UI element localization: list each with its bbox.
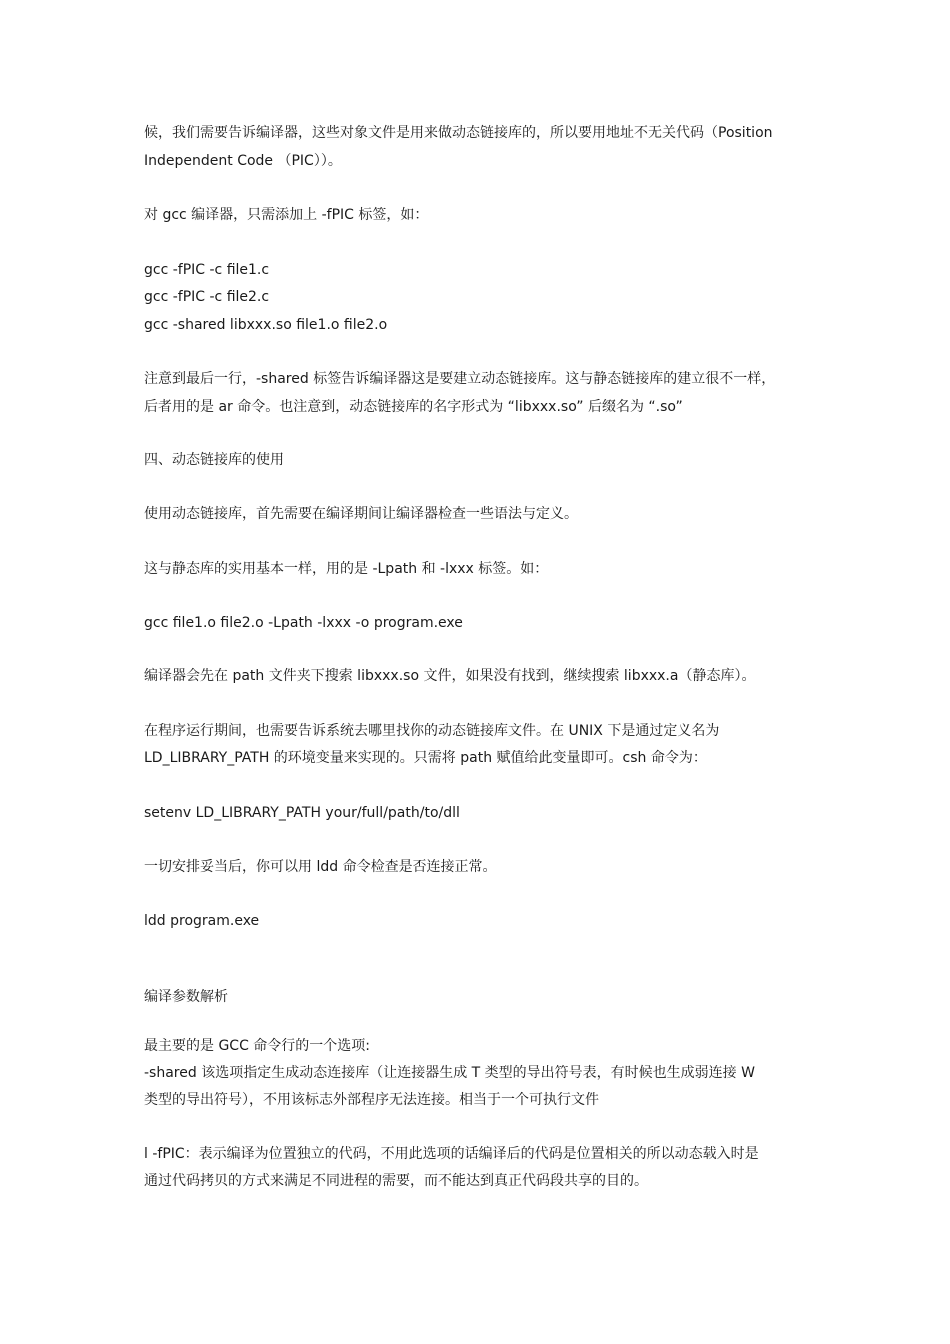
paragraph-line: 使用动态链接库，首先需要在编译期间让编译器检查一些语法与定义。 bbox=[144, 506, 578, 522]
paragraph-line: Independent Code （PIC））。 bbox=[144, 153, 342, 169]
paragraph-line: LD_LIBRARY_PATH 的环境变量来实现的。只需将 path 赋值给此变量即可。csh 命令为： bbox=[144, 750, 707, 766]
paragraph-line: 候，我们需要告诉编译器，这些对象文件是用来做动态链接库的，所以要用地址不无关代码（Position bbox=[144, 125, 773, 141]
paragraph-line: 一切安排妥当后，你可以用 ldd 命令检查是否连接正常。 bbox=[144, 859, 497, 875]
section-heading: 四、动态链接库的使用 bbox=[144, 452, 284, 468]
code-line: gcc -fPIC -c file1.c bbox=[144, 262, 270, 278]
paragraph-line: 对 gcc 编译器，只需添加上 -fPIC 标签，如： bbox=[144, 207, 429, 223]
code-line: gcc file1.o file2.o -Lpath -lxxx -o program.exe bbox=[144, 615, 463, 631]
paragraph-line: 这与静态库的实用基本一样，用的是 -Lpath 和 -lxxx 标签。如： bbox=[144, 561, 549, 577]
paragraph-line: 编译器会先在 path 文件夹下搜索 libxxx.so 文件，如果没有找到，继续搜索 libxxx.a（静态库）。 bbox=[144, 668, 756, 684]
paragraph-line: -shared 该选项指定生成动态连接库（让连接器生成 T 类型的导出符号表，有时候也生成弱连接 W bbox=[144, 1065, 755, 1081]
code-line: ldd program.exe bbox=[144, 913, 260, 929]
paragraph-line: 注意到最后一行，-shared 标签告诉编译器这是要建立动态链接库。这与静态链接库的建立很不一样， bbox=[144, 371, 776, 387]
code-line: gcc -fPIC -c file2.c bbox=[144, 289, 270, 305]
paragraph-line: 后者用的是 ar 命令。也注意到，动态链接库的名字形式为 “libxxx.so” 后缀名为 “.so” bbox=[144, 399, 683, 415]
code-line: setenv LD_LIBRARY_PATH your/full/path/to/dll bbox=[144, 805, 460, 821]
section-heading: 编译参数解析 bbox=[144, 989, 228, 1005]
code-line: gcc -shared libxxx.so file1.o file2.o bbox=[144, 317, 388, 333]
paragraph-line: 在程序运行期间，也需要告诉系统去哪里找你的动态链接库文件。在 UNIX 下是通过定义名为 bbox=[144, 723, 720, 739]
paragraph-line: 最主要的是 GCC 命令行的一个选项: bbox=[144, 1038, 371, 1054]
paragraph-line: 类型的导出符号），不用该标志外部程序无法连接。相当于一个可执行文件 bbox=[144, 1092, 599, 1108]
paragraph-line: l -fPIC：表示编译为位置独立的代码，不用此选项的话编译后的代码是位置相关的所以动态载入时是 bbox=[144, 1146, 759, 1162]
paragraph-line: 通过代码拷贝的方式来满足不同进程的需要，而不能达到真正代码段共享的目的。 bbox=[144, 1173, 648, 1189]
